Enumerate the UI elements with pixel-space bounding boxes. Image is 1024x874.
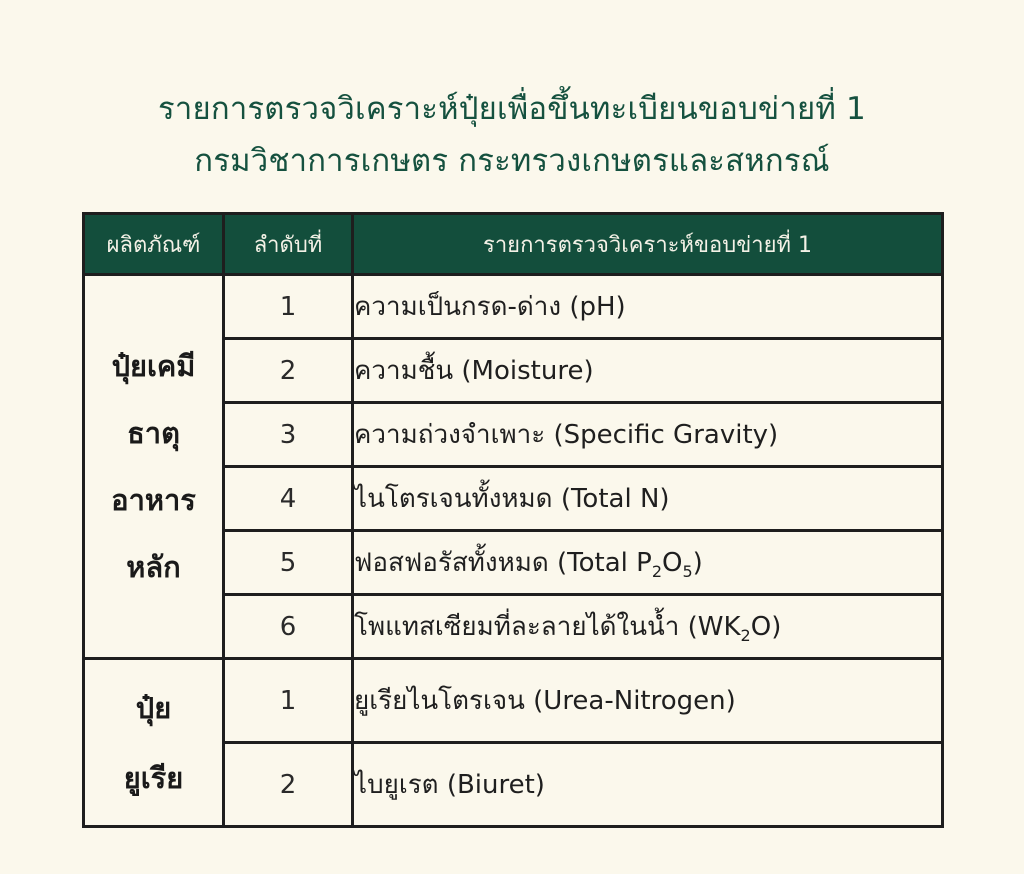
row-number: 4 [224, 467, 353, 531]
header-product: ผลิตภัณฑ์ [84, 214, 224, 275]
row-number: 1 [224, 275, 353, 339]
group-name-line: ปุ๋ยเคมี [111, 348, 196, 383]
group-name-line: ยูเรีย [123, 760, 184, 795]
table-row [84, 275, 943, 339]
item-text: ฟอสฟอรัสทั้งหมด (Total P [354, 548, 652, 578]
row-number: 1 [224, 659, 353, 743]
table-row [84, 659, 943, 743]
item-text: โพแทสเซียมที่ละลายได้ในน้ำ (WK [354, 612, 741, 642]
subscript: 2 [740, 626, 751, 645]
row-number: 5 [224, 531, 353, 595]
page-title [0, 83, 1024, 187]
group-name-line: ธาตุ [127, 415, 180, 450]
row-number: 6 [224, 595, 353, 659]
row-item: ยูเรียไนโตรเจน (Urea-Nitrogen) [353, 659, 943, 743]
item-text: ) [692, 548, 703, 578]
row-item: ไนโตรเจนทั้งหมด (Total N) [353, 467, 943, 531]
row-number: 2 [224, 743, 353, 827]
row-item [353, 595, 943, 659]
row-item: ความถ่วงจำเพาะ (Specific Gravity) [353, 403, 943, 467]
row-item: ความเป็นกรด-ด่าง (pH) [353, 275, 943, 339]
row-item: ไบยูเรต (Biuret) [353, 743, 943, 827]
title-line-1: รายการตรวจวิเคราะห์ปุ๋ยเพื่อขึ้นทะเบียนขอบข่ายที่ 1 [158, 91, 866, 127]
title-line-2: กรมวิชาการเกษตร กระทรวงเกษตรและสหกรณ์ [194, 143, 830, 179]
group-urea-fertilizer [84, 659, 224, 827]
header-order: ลำดับที่ [224, 214, 353, 275]
item-text: O) [750, 612, 782, 642]
analysis-table [82, 212, 944, 828]
row-item: ความชื้น (Moisture) [353, 339, 943, 403]
group-name-line: อาหาร [111, 482, 196, 517]
row-item [353, 531, 943, 595]
subscript: 5 [682, 562, 693, 581]
row-number: 3 [224, 403, 353, 467]
row-number: 2 [224, 339, 353, 403]
subscript: 2 [651, 562, 663, 581]
group-chemical-fertilizer [84, 275, 224, 659]
group-name-line: หลัก [126, 549, 181, 584]
group-name-line: ปุ๋ย [135, 690, 172, 725]
header-items: รายการตรวจวิเคราะห์ขอบข่ายที่ 1 [353, 214, 943, 275]
item-text: O [662, 548, 683, 578]
table-header-row [84, 214, 943, 275]
